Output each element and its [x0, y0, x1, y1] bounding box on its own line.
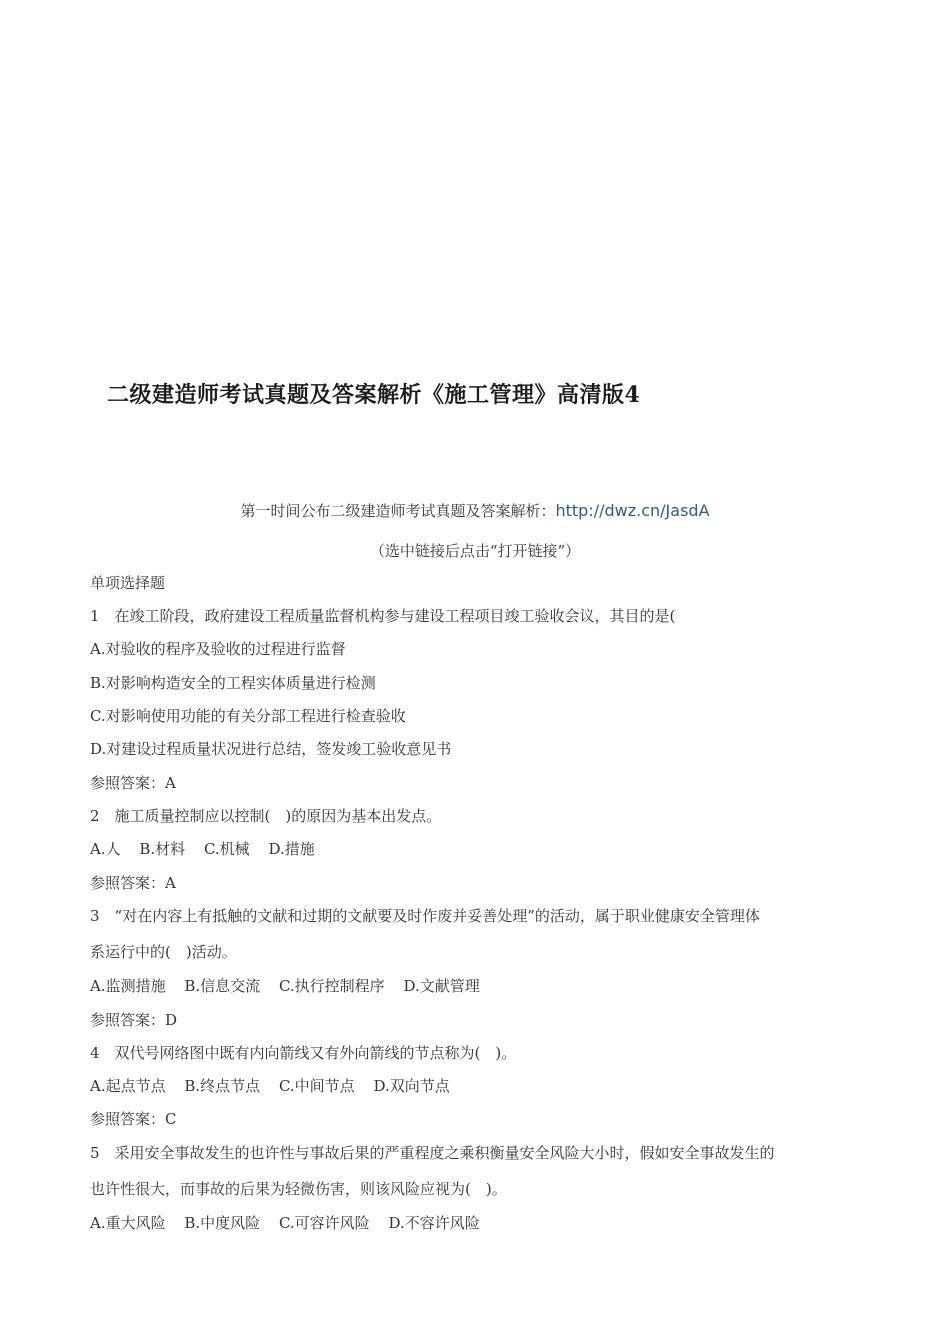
intro-line [0, 500, 950, 521]
question-1-option-c: C.对影响使用功能的有关分部工程进行检查验收 [90, 707, 406, 725]
question-1-answer: 参照答案：A [90, 774, 176, 792]
question-2-stem: 2 施工质量控制应以控制( )的原因为基本出发点。 [90, 807, 442, 825]
question-4-option-b: B.终点节点 [184, 1077, 261, 1095]
question-3-option-d: D.文献管理 [403, 977, 480, 995]
document-title: 二级建造师考试真题及答案解析《施工管理》高清版4 [107, 382, 641, 408]
question-3-stem-line-2: 系运行中的( )活动。 [90, 943, 237, 961]
section-title: 单项选择题 [90, 574, 166, 592]
question-1-option-d: D.对建设过程质量状况进行总结，签发竣工验收意见书 [90, 740, 452, 758]
question-5-options [90, 1212, 494, 1233]
question-2-option-a: A.人 [90, 840, 121, 858]
intro-link[interactable]: http://dwz.cn/JasdA [555, 501, 710, 520]
question-5-option-c: C.可容许风险 [278, 1214, 370, 1232]
question-2-options [90, 838, 329, 859]
intro-note: （选中链接后点击“打开链接”） [369, 542, 581, 560]
question-5-option-b: B.中度风险 [184, 1214, 261, 1232]
question-5-stem-line-1: 5 采用安全事故发生的也许性与事故后果的严重程度之乘积衡量安全风险大小时，假如安全事故发生的 [90, 1144, 775, 1162]
question-2-option-c: C.机械 [203, 840, 250, 858]
question-3-option-c: C.执行控制程序 [278, 977, 385, 995]
question-5-stem-line-2: 也许性很大，而事故的后果为轻微伤害，则该风险应视为( )。 [90, 1180, 507, 1198]
question-4-option-c: C.中间节点 [278, 1077, 355, 1095]
question-5-option-d: D.不容许风险 [388, 1214, 480, 1232]
question-3-answer: 参照答案：D [90, 1011, 178, 1029]
question-2-option-d: D.措施 [268, 840, 315, 858]
question-3-option-a: A.监测措施 [90, 977, 166, 995]
question-2-option-b: B.材料 [139, 840, 186, 858]
question-5-option-a: A.重大风险 [90, 1214, 166, 1232]
question-3-options [90, 975, 494, 996]
intro-text: 第一时间公布二级建造师考试真题及答案解析： [240, 502, 556, 520]
question-4-stem: 4 双代号网络图中既有内向箭线又有外向箭线的节点称为( )。 [90, 1044, 517, 1062]
question-4-option-a: A.起点节点 [90, 1077, 166, 1095]
question-4-option-d: D.双向节点 [373, 1077, 450, 1095]
question-1-option-a: A.对验收的程序及验收的过程进行监督 [90, 640, 346, 658]
question-4-answer: 参照答案：C [90, 1110, 177, 1128]
question-4-options [90, 1075, 464, 1096]
question-1-option-b: B.对影响构造安全的工程实体质量进行检测 [90, 674, 376, 692]
question-2-answer: 参照答案：A [90, 874, 176, 892]
question-3-stem-line-1: 3 “对在内容上有抵触的文献和过期的文献要及时作废并妥善处理”的活动，属于职业健康安全管理体 [90, 907, 760, 925]
question-3-option-b: B.信息交流 [184, 977, 261, 995]
question-1-stem: 1 在竣工阶段，政府建设工程质量监督机构参与建设工程项目竣工验收会议，其目的是( [90, 607, 676, 625]
